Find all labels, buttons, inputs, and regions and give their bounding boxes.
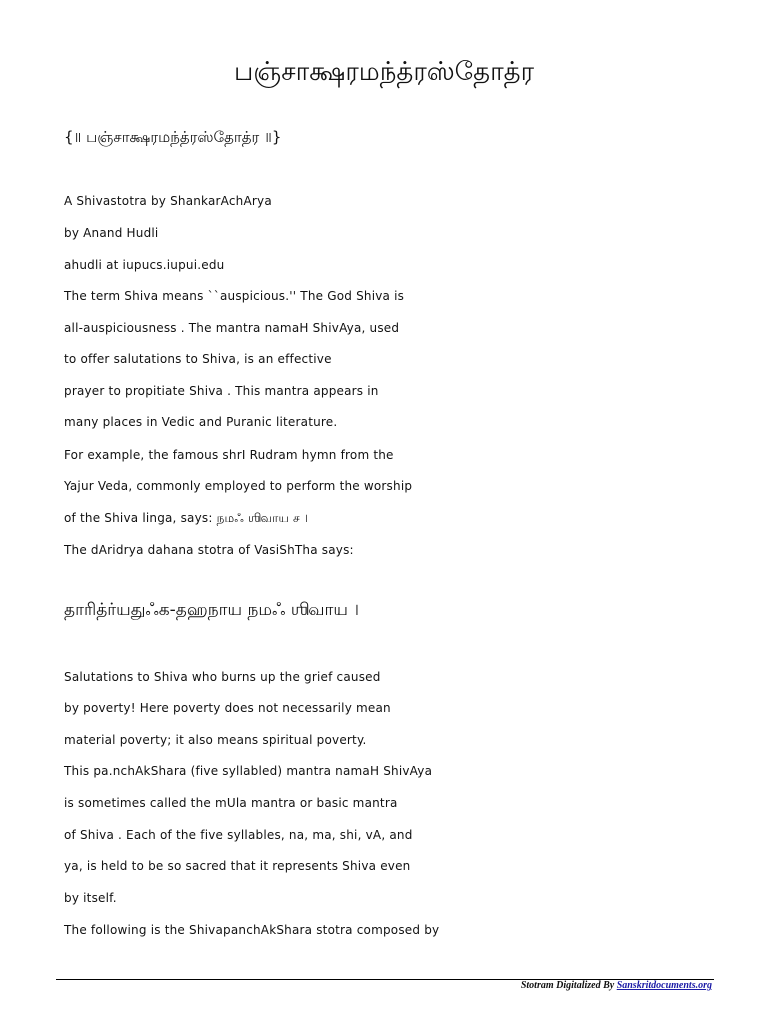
body-line: Salutations to Shiva who burns up the grief caused (64, 670, 381, 684)
intro-line: to offer salutations to Shiva, is an effective (64, 352, 332, 366)
sanskritdocuments-link[interactable]: Sanskritdocuments.org (616, 980, 712, 991)
body-line: by itself. (64, 891, 117, 905)
body-line: The following is the ShivapanchAkShara stotra composed by (64, 923, 440, 937)
body-line: by poverty! Here poverty does not necessarily mean (64, 701, 391, 715)
intro-line: The term Shiva means ``auspicious.'' The God Shiva is (64, 289, 405, 303)
intro-line: The dAridrya dahana stotra of VasiShTha says: (64, 543, 354, 557)
body-line: ya, is held to be so sacred that it represents Shiva even (64, 859, 411, 873)
page-title: பஞ்சாக்ஷரமந்த்ரஸ்தோத்ர (233, 57, 535, 87)
body-line: is sometimes called the mUla mantra or basic mantra (64, 796, 398, 810)
body-line: This pa.nchAkShara (five syllabled) mantra namaH ShivAya (64, 764, 433, 778)
footer-prefix: Stotram Digitalized By (520, 980, 617, 991)
intro-line: many places in Vedic and Puranic literature. (64, 415, 338, 429)
intro-line: all-auspiciousness . The mantra namaH ShivAya, used (64, 321, 400, 335)
intro-line: Yajur Veda, commonly employed to perform the worship (64, 479, 413, 493)
intro-line: by Anand Hudli (64, 226, 159, 240)
intro-line: For example, the famous shrI Rudram hymn from the (64, 448, 394, 462)
intro-line: of the Shiva linga, says: நமஃ ஶிவாய ச । (64, 511, 308, 525)
intro-line: prayer to propitiate Shiva . This mantra appears in (64, 384, 379, 398)
intro-line: A Shivastotra by ShankarAchArya (64, 194, 272, 208)
verse-line: தாரித்ர்யதுஃக-தஹநாய நமஃ ஶிவாய । (64, 600, 359, 620)
document-subtitle: {॥ பஞ்சாக்ஷரமந்த்ரஸ்தோத்ர ॥} (64, 128, 282, 146)
body-line: of Shiva . Each of the five syllables, na, ma, shi, vA, and (64, 828, 413, 842)
body-line: material poverty; it also means spiritual poverty. (64, 733, 367, 747)
footer-credit (521, 979, 712, 993)
intro-line: ahudli at iupucs.iupui.edu (64, 258, 225, 272)
